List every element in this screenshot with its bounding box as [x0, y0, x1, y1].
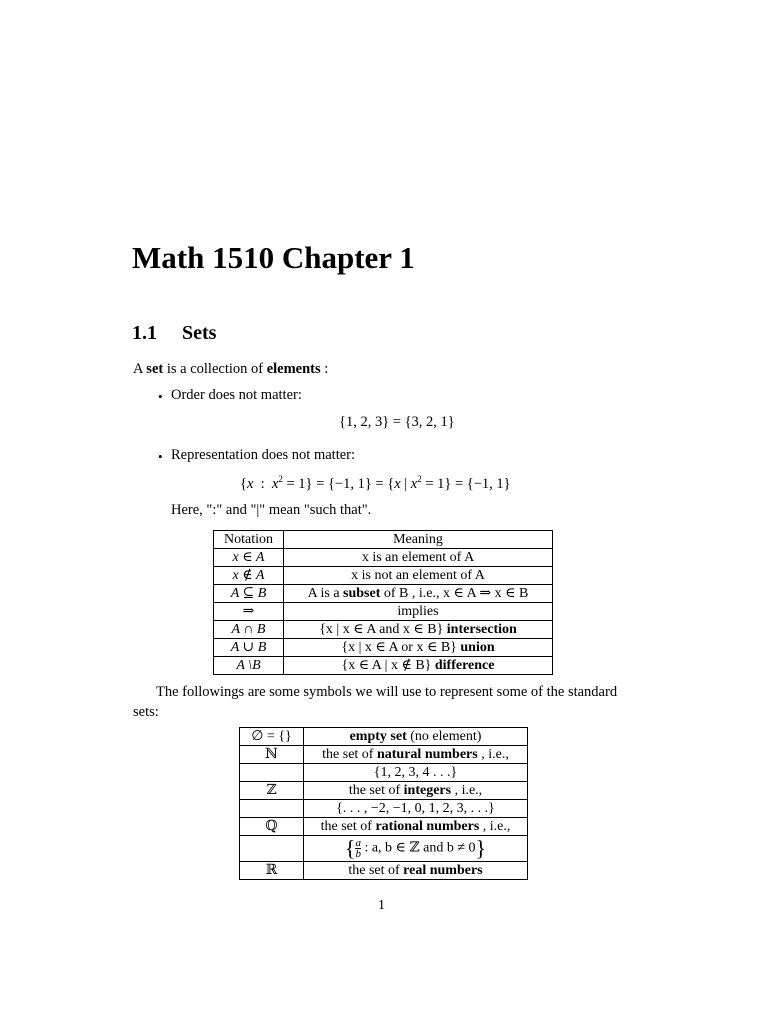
table-row	[214, 657, 553, 675]
meaning-text: of B , i.e., x ∈ A ⇒ x ∈ B	[380, 586, 529, 601]
symbol-cell	[240, 764, 304, 782]
intro-text: A	[133, 361, 147, 377]
meaning-cell	[304, 746, 528, 764]
chapter-title: Math 1510 Chapter 1	[132, 240, 415, 275]
meaning-cell	[304, 782, 528, 800]
brace: {	[344, 835, 356, 861]
intro-text: is a collection of	[163, 361, 267, 377]
math-display: {1, 2, 3} = {3, 2, 1}	[339, 414, 455, 430]
meaning-text: {x | x ∈ A and x ∈ B}	[319, 622, 447, 637]
followings-line: sets:	[133, 704, 159, 720]
symbol-cell: ℕ	[240, 746, 304, 764]
notation-cell: A ∩ B	[214, 621, 284, 639]
meaning-cell	[304, 836, 528, 862]
meaning-text: A is a	[307, 586, 344, 601]
notation-cell: x ∈ A	[214, 549, 284, 567]
bullet-text: Representation does not matter:	[171, 447, 356, 463]
intro-text: :	[320, 361, 329, 377]
standard-sets-table	[239, 727, 528, 880]
fraction-denominator: b	[355, 848, 361, 860]
notation-table	[213, 530, 553, 675]
term-intersection: intersection	[446, 622, 517, 637]
meaning-text: (no element)	[406, 729, 482, 744]
symbol-cell: ∅ = {}	[240, 728, 304, 746]
term-integers: integers	[403, 783, 452, 798]
brace: }	[475, 835, 487, 861]
meaning-cell	[304, 862, 528, 880]
meaning-cell: x is an element of A	[284, 549, 553, 567]
meaning-cell: {. . . , −2, −1, 0, 1, 2, 3, . . .}	[304, 800, 528, 818]
meaning-text: the set of	[348, 783, 404, 798]
term-real-numbers: real numbers	[403, 863, 483, 878]
bullet-marker: •	[158, 449, 163, 464]
meaning-text: the set of	[348, 863, 404, 878]
term-subset: subset	[343, 586, 381, 601]
term-rational-numbers: rational numbers	[375, 819, 480, 834]
table-row	[240, 800, 528, 818]
table-row	[214, 585, 553, 603]
meaning-text: , i.e.,	[451, 783, 483, 798]
term-set: set	[146, 361, 164, 377]
term-union: union	[460, 640, 495, 655]
meaning-text: the set of	[322, 747, 377, 762]
notation-cell: A ∪ B	[214, 639, 284, 657]
symbol-cell: ℝ	[240, 862, 304, 880]
symbol-cell	[240, 836, 304, 862]
column-header: Meaning	[284, 531, 553, 549]
symbol-cell	[240, 800, 304, 818]
symbol-cell: ℚ	[240, 818, 304, 836]
table-row	[214, 603, 553, 621]
table-row	[214, 621, 553, 639]
table-row	[240, 836, 528, 862]
bullet-marker: •	[158, 389, 163, 404]
table-row	[214, 549, 553, 567]
table-row	[240, 818, 528, 836]
table-row	[240, 782, 528, 800]
meaning-cell	[284, 585, 553, 603]
bullet-text: Order does not matter:	[171, 387, 302, 403]
intro-paragraph	[133, 361, 328, 378]
table-row	[240, 862, 528, 880]
table-row	[240, 746, 528, 764]
meaning-text: {x | x ∈ A or x ∈ B}	[341, 640, 461, 655]
symbol-cell: ℤ	[240, 782, 304, 800]
meaning-cell	[284, 621, 553, 639]
meaning-text: the set of	[320, 819, 376, 834]
meaning-text: , i.e.,	[477, 747, 509, 762]
term-elements: elements	[266, 361, 321, 377]
meaning-cell: implies	[284, 603, 553, 621]
meaning-text: : a, b ∈ ℤ and b ≠ 0	[360, 840, 476, 856]
term-difference: difference	[434, 658, 495, 673]
meaning-text: , i.e.,	[479, 819, 511, 834]
meaning-text: {x ∈ A | x ∉ B}	[341, 658, 435, 673]
meaning-cell: x is not an element of A	[284, 567, 553, 585]
followings-line: The followings are some symbols we will use to represent some of the standard	[156, 684, 618, 700]
fraction-numerator: a	[355, 837, 361, 849]
notation-cell: x ∉ A	[214, 567, 284, 585]
meaning-cell	[304, 728, 528, 746]
column-header: Notation	[214, 531, 284, 549]
table-row	[240, 728, 528, 746]
meaning-cell: {1, 2, 3, 4 . . .}	[304, 764, 528, 782]
here-note: Here, ":" and "|" mean "such that".	[171, 502, 372, 518]
table-header-row	[214, 531, 553, 549]
term-empty-set: empty set	[349, 729, 407, 744]
term-natural-numbers: natural numbers	[376, 747, 478, 762]
math-display: {x : $x^2 = 1\} = \{-1$, 1} = {x | $x^2 = 1\} = \{-1$, 1}	[240, 474, 511, 492]
section-title: Sets	[182, 322, 217, 344]
table-row	[240, 764, 528, 782]
meaning-cell	[304, 818, 528, 836]
section-number: 1.1	[132, 322, 157, 344]
table-row	[214, 639, 553, 657]
meaning-cell	[284, 639, 553, 657]
notation-cell: ⇒	[214, 603, 284, 621]
notation-cell: A ⊆ B	[214, 585, 284, 603]
meaning-cell	[284, 657, 553, 675]
table-row	[214, 567, 553, 585]
page-number: 1	[378, 898, 385, 913]
notation-cell: A \B	[214, 657, 284, 675]
